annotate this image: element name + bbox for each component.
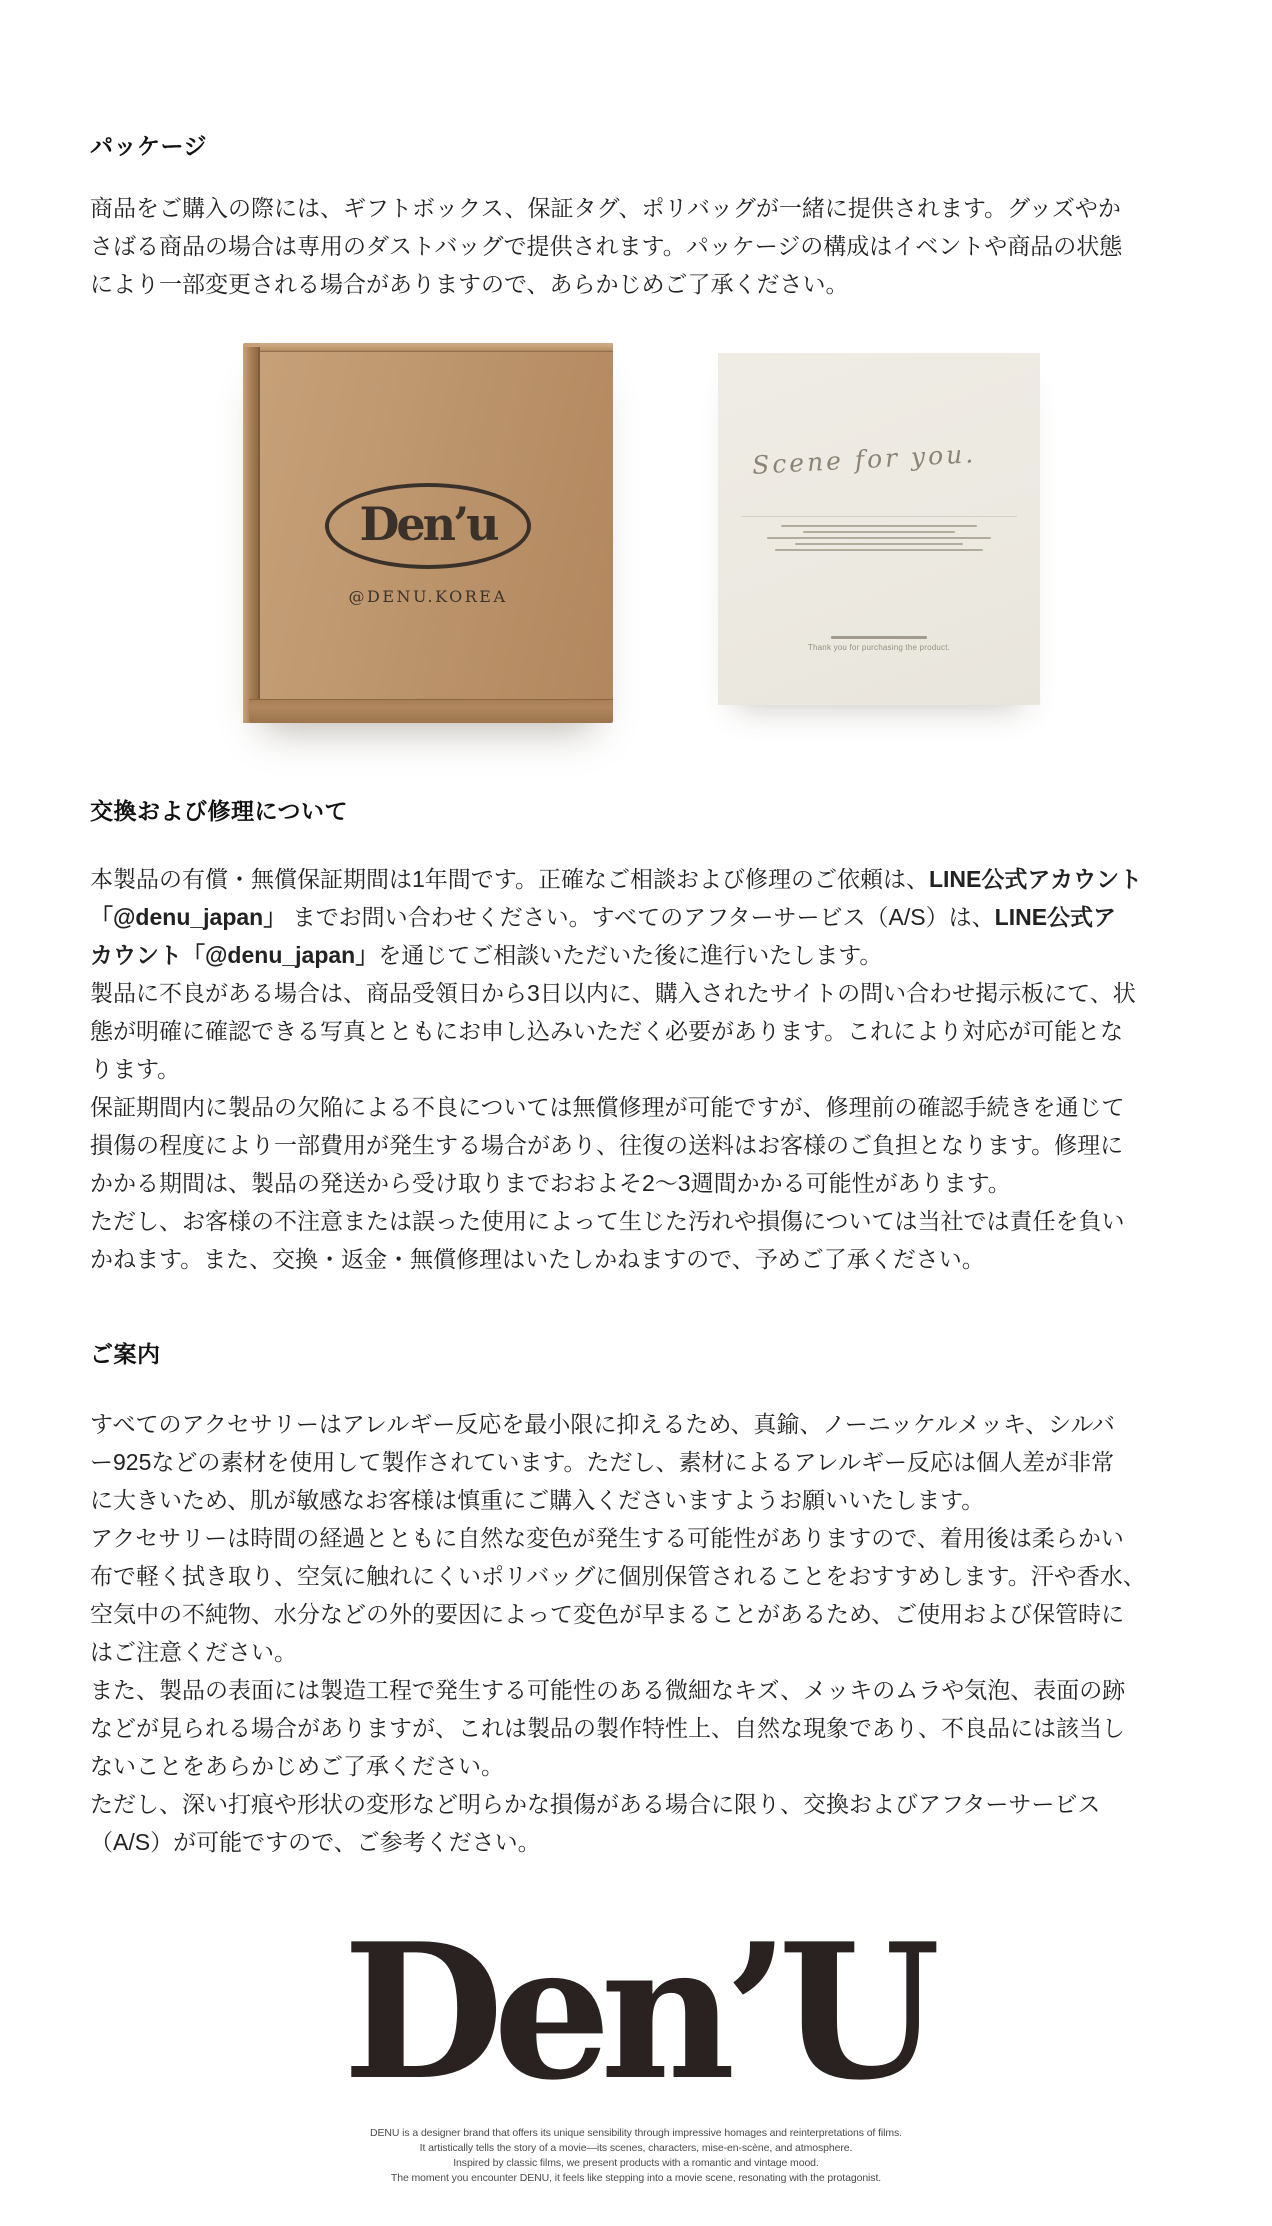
card-divider-line <box>741 516 1018 517</box>
brand-description <box>90 2126 1182 2186</box>
box-logo-oval <box>325 483 531 569</box>
text-line: アクセサリーは時間の経過とともに自然な変色が発生する可能性がありますので、着用後は柔らかい <box>90 1525 1124 1551</box>
text-line: また、製品の表面には製造工程で発生する可能性のある微細なキズ、メッキのムラや気泡、表面の跡 <box>90 1677 1126 1703</box>
text-line: ります。 <box>90 1056 181 1082</box>
card-fineprint-lines <box>718 525 1040 551</box>
brand-footer <box>90 1902 1182 2186</box>
box-lid-edge <box>260 343 613 352</box>
text-line: 製品に不良がある場合は、商品受領日から3日以内に、購入されたサイトの問い合わせ掲示板にて、状 <box>90 980 1136 1006</box>
fineprint-line <box>767 537 991 539</box>
section-exchange-repair <box>90 793 1182 1278</box>
box-bottom-flap <box>249 699 613 723</box>
text-line: 空気中の不純物、水分などの外的要因によって変色が早まることがあるため、ご使用および保管時に <box>90 1601 1125 1627</box>
guidance-heading: ご案内 <box>90 1341 161 1367</box>
thanks-korean-line <box>831 636 927 639</box>
thanks-english-line: Thank you for purchasing the product. <box>807 643 951 652</box>
fineprint-line <box>803 531 955 533</box>
text-line: 保証期間内に製品の欠陥による不良については無償修理が可能ですが、修理前の確認手続きを通じて <box>90 1094 1125 1120</box>
text-line: （A/S）が可能ですので、ご参考ください。 <box>90 1829 541 1855</box>
text-line: ただし、深い打痕や形状の変形など明らかな損傷がある場合に限り、交換およびアフターサービス <box>90 1791 1101 1817</box>
text-line: により一部変更される場合がありますので、あらかじめご了承ください。 <box>90 271 849 297</box>
fineprint-line <box>795 543 963 545</box>
packaging-photo <box>90 343 1182 723</box>
box-instagram-handle: @DENU.KOREA <box>348 587 508 606</box>
text-line: 「@denu_japan」 までお問い合わせください。すべてのアフターサービス（A/S）は、LINE公式ア <box>90 904 1117 930</box>
packaging-heading: パッケージ <box>90 133 208 159</box>
text-line: はご注意ください。 <box>90 1639 297 1665</box>
text-line: カウント「@denu_japan」を通じてご相談いただいた後に進行いたします。 <box>90 942 883 968</box>
text-line: さばる商品の場合は専用のダストバッグで提供されます。パッケージの構成はイベントや商品の状態 <box>90 233 1123 259</box>
fineprint-line <box>775 549 983 551</box>
card-thanks-block <box>718 636 1040 652</box>
text-line: かねます。また、交換・返金・無償修理はいたしかねますので、予めご了承ください。 <box>90 1246 985 1272</box>
exchange-repair-heading: 交換および修理について <box>90 798 349 824</box>
fineprint-line <box>781 525 977 527</box>
text-line: すべてのアクセサリーはアレルギー反応を最小限に抑えるため、真鍮、ノーニッケルメッキ、シルバ <box>90 1411 1115 1437</box>
text-line: 本製品の有償・無償保証期間は1年間です。正確なご相談および修理のご依頼は、LINE公式アカウント <box>90 866 1143 892</box>
text-line: 布で軽く拭き取り、空気に触れにくいポリバッグに個別保管されることをおすすめします。汗や香水、 <box>90 1563 1146 1589</box>
guidance-paragraph <box>90 1405 1182 1861</box>
text-line: ー925などの素材を使用して製作されています。ただし、素材によるアレルギー反応は個人差が非常 <box>90 1449 1115 1475</box>
exchange-repair-paragraph <box>90 860 1182 1278</box>
text-line: に大きいため、肌が敏感なお客様は慎重にご購入くださいますようお願いいたします。 <box>90 1487 985 1513</box>
text-line: 態が明確に確認できる写真とともにお申し込みいただく必要があります。これにより対応が可能とな <box>90 1018 1124 1044</box>
text-line: It artistically tells the story of a movie—its scenes, characters, mise-en-scène, and atmosphere. <box>419 2142 853 2155</box>
packaging-paragraph <box>90 189 1182 303</box>
thank-you-card-image <box>718 353 1040 705</box>
text-line: ないことをあらかじめご了承ください。 <box>90 1753 504 1779</box>
section-packaging <box>90 128 1182 723</box>
card-script-text: Scene for you. <box>751 439 977 480</box>
text-line: 損傷の程度により一部費用が発生する場合があり、往復の送料はお客様のご負担となります。修理に <box>90 1132 1124 1158</box>
text-line: 商品をご購入の際には、ギフトボックス、保証タグ、ポリバッグが一緒に提供されます。グッズやか <box>90 195 1121 221</box>
text-line: The moment you encounter DENU, it feels like stepping into a movie scene, resonating with the protagonist. <box>390 2172 882 2185</box>
gift-box-image <box>243 343 613 723</box>
text-line: DENU is a designer brand that offers its unique sensibility through impressive homages and reinterpretations of films. <box>370 2127 902 2140</box>
text-line: かかる期間は、製品の発送から受け取りまでおおよそ2～3週間かかる可能性があります。 <box>90 1170 1011 1196</box>
text-line: Inspired by classic films, we present products with a romantic and vintage mood. <box>453 2157 819 2170</box>
box-brand-logo: Den’u <box>359 497 497 551</box>
text-line: などが見られる場合がありますが、これは製品の製作特性上、自然な現象であり、不良品には該当し <box>90 1715 1125 1741</box>
text-line: ただし、お客様の不注意または誤った使用によって生じた汚れや損傷については当社では責任を負い <box>90 1208 1125 1234</box>
brand-wordmark-logo: Den’U <box>342 1902 930 2121</box>
section-guidance <box>90 1336 1182 1861</box>
box-side-edge <box>243 347 260 723</box>
